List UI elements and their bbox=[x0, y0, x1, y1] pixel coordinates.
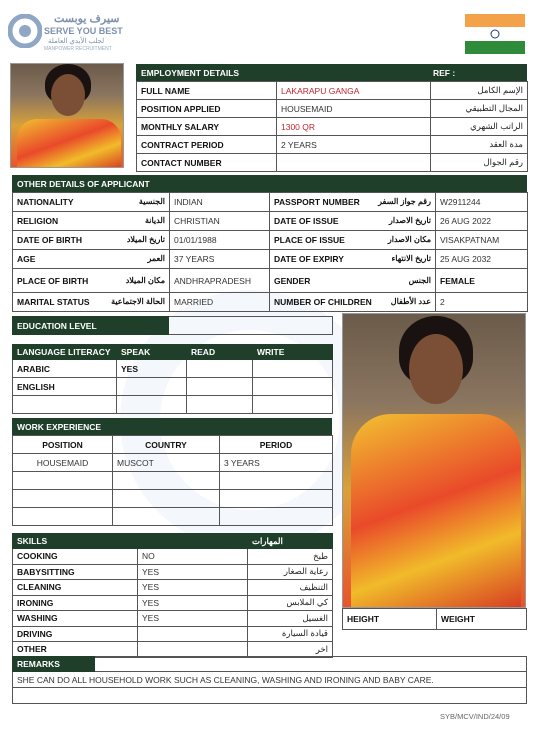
other-details-row bbox=[13, 212, 528, 231]
other-value2: FEMALE bbox=[436, 269, 528, 293]
employment-value: LAKARAPU GANGA bbox=[277, 82, 431, 100]
employment-label-ar: مدة العقد bbox=[431, 136, 528, 154]
remarks-header: REMARKS bbox=[13, 657, 95, 672]
remarks-empty-row bbox=[13, 688, 527, 704]
skill-label-ar: التنظيف bbox=[248, 580, 333, 596]
other-details-row bbox=[13, 293, 528, 312]
employment-label-ar: الإسم الكامل bbox=[431, 82, 528, 100]
skill-label: DRIVING bbox=[13, 626, 138, 642]
india-flag bbox=[465, 14, 525, 54]
language-cell bbox=[13, 396, 117, 414]
language-cell bbox=[253, 378, 333, 396]
work-row bbox=[13, 490, 333, 508]
skill-value bbox=[138, 642, 248, 658]
other-label2-cell bbox=[270, 250, 436, 269]
other-label2: NUMBER OF CHILDREN bbox=[274, 297, 372, 307]
weight-label: WEIGHT bbox=[437, 609, 527, 630]
employment-value: 1300 QR bbox=[277, 118, 431, 136]
other-value2: 25 AUG 2032 bbox=[436, 250, 528, 269]
other-label-cell bbox=[13, 212, 170, 231]
other-label2-ar: عدد الأطفال bbox=[390, 297, 431, 306]
employment-header-label: EMPLOYMENT DETAILS bbox=[141, 67, 240, 78]
remarks-header-spacer bbox=[95, 657, 527, 672]
work-header bbox=[12, 418, 332, 435]
skill-label: COOKING bbox=[13, 549, 138, 565]
language-cell bbox=[117, 378, 187, 396]
work-cell: 3 YEARS bbox=[220, 454, 333, 472]
other-label-cell bbox=[13, 193, 170, 212]
language-row bbox=[13, 360, 333, 378]
height-label: HEIGHT bbox=[343, 609, 437, 630]
work-row bbox=[13, 472, 333, 490]
other-details-header bbox=[12, 175, 527, 192]
other-details-label: OTHER DETAILS OF APPLICANT bbox=[17, 178, 150, 189]
other-label2: DATE OF ISSUE bbox=[274, 216, 339, 226]
remarks-text: SHE CAN DO ALL HOUSEHOLD WORK SUCH AS CLEANING, WASHING AND IRONING AND BABY CARE. bbox=[13, 672, 527, 688]
language-header: WRITE bbox=[253, 345, 333, 360]
other-label2-ar: رقم جواز السفر bbox=[378, 197, 431, 206]
language-row bbox=[13, 396, 333, 414]
education-value bbox=[169, 317, 333, 335]
work-header-label: WORK EXPERIENCE bbox=[17, 421, 102, 432]
other-value: MARRIED bbox=[170, 293, 270, 312]
skill-label-ar: قيادة السيارة bbox=[248, 626, 333, 642]
applicant-photo-large bbox=[342, 313, 526, 608]
skills-header-spacer bbox=[138, 534, 248, 549]
employment-label-ar: المجال التطبيقي bbox=[431, 100, 528, 118]
skill-row bbox=[13, 564, 333, 580]
other-label2-cell bbox=[270, 231, 436, 250]
other-label2: PLACE OF ISSUE bbox=[274, 235, 345, 245]
work-row bbox=[13, 454, 333, 472]
other-label: PLACE OF BIRTH bbox=[17, 275, 89, 286]
other-label-ar: العمر bbox=[147, 254, 165, 263]
skills-table bbox=[12, 533, 333, 658]
other-details-row bbox=[13, 231, 528, 250]
skill-value: NO bbox=[138, 549, 248, 565]
other-label2-ar: الجنس bbox=[408, 275, 431, 285]
other-label-ar: تاريخ الميلاد bbox=[126, 235, 165, 244]
logo-tagline-ar: لجلب الأيدي العاملة bbox=[48, 38, 105, 45]
other-label: DATE OF BIRTH bbox=[17, 235, 83, 245]
other-label2-ar: مكان الاصدار bbox=[387, 235, 431, 244]
skill-row bbox=[13, 642, 333, 658]
employment-label: MONTHLY SALARY bbox=[137, 118, 277, 136]
other-value2: 26 AUG 2022 bbox=[436, 212, 528, 231]
applicant-photo-small bbox=[10, 63, 124, 168]
measurements-table bbox=[342, 608, 527, 630]
skill-label: OTHER bbox=[13, 642, 138, 658]
skill-label-ar: كي الملابس bbox=[248, 595, 333, 611]
skill-row bbox=[13, 611, 333, 627]
language-cell bbox=[253, 360, 333, 378]
work-cell bbox=[220, 472, 333, 490]
other-label-ar: الحالة الاجتماعية bbox=[111, 297, 165, 306]
other-label2-cell bbox=[270, 293, 436, 312]
other-value: CHRISTIAN bbox=[170, 212, 270, 231]
employment-row bbox=[137, 82, 528, 100]
skill-row bbox=[13, 580, 333, 596]
other-value: ANDHRAPRADESH bbox=[170, 269, 270, 293]
work-cell bbox=[113, 472, 220, 490]
logo-arabic: سيرف يوبست bbox=[54, 13, 120, 25]
skill-row bbox=[13, 626, 333, 642]
remarks-table bbox=[12, 656, 527, 704]
skill-label-ar: الغسيل bbox=[248, 611, 333, 627]
skill-row bbox=[13, 595, 333, 611]
employment-label: POSITION APPLIED bbox=[137, 100, 277, 118]
other-label: AGE bbox=[17, 254, 36, 264]
ref-header bbox=[428, 64, 527, 81]
skill-label-ar: طبخ bbox=[248, 549, 333, 565]
skill-label-ar: اخر bbox=[248, 642, 333, 658]
language-table bbox=[12, 344, 333, 414]
logo-tagline: MANPOWER RECRUITMENT bbox=[44, 46, 112, 52]
other-label2-cell bbox=[270, 269, 436, 293]
ashoka-chakra-icon bbox=[490, 29, 500, 39]
language-header: READ bbox=[187, 345, 253, 360]
work-cell bbox=[113, 490, 220, 508]
skill-row bbox=[13, 549, 333, 565]
skill-value: YES bbox=[138, 595, 248, 611]
work-cell bbox=[220, 508, 333, 526]
skill-label: CLEANING bbox=[13, 580, 138, 596]
work-cell bbox=[113, 508, 220, 526]
employment-value: 2 YEARS bbox=[277, 136, 431, 154]
other-value2: VISAKPATNAM bbox=[436, 231, 528, 250]
language-cell: ENGLISH bbox=[13, 378, 117, 396]
other-label-ar: مكان الميلاد bbox=[125, 275, 165, 285]
work-cell bbox=[13, 490, 113, 508]
skills-header: SKILLS bbox=[13, 534, 138, 549]
other-details-row bbox=[13, 193, 528, 212]
employment-row bbox=[137, 118, 528, 136]
other-label2-ar: تاريخ الاصدار bbox=[388, 216, 431, 225]
skill-label: BABYSITTING bbox=[13, 564, 138, 580]
other-details-row bbox=[13, 250, 528, 269]
language-cell: YES bbox=[117, 360, 187, 378]
other-label2: DATE OF EXPIRY bbox=[274, 254, 344, 264]
other-label: RELIGION bbox=[17, 216, 59, 226]
skill-label: IRONING bbox=[13, 595, 138, 611]
logo-name: SERVE YOU BEST bbox=[44, 26, 123, 36]
other-details-row bbox=[13, 269, 528, 293]
work-row bbox=[13, 508, 333, 526]
logo-mark-icon bbox=[8, 14, 42, 48]
work-cell bbox=[220, 490, 333, 508]
skills-header-ar: المهارات bbox=[248, 534, 333, 549]
language-cell bbox=[187, 396, 253, 414]
skill-value: YES bbox=[138, 611, 248, 627]
employment-label: CONTRACT PERIOD bbox=[137, 136, 277, 154]
language-cell bbox=[187, 360, 253, 378]
employment-label-ar: رقم الجوال bbox=[431, 154, 528, 172]
other-label: NATIONALITY bbox=[17, 197, 74, 207]
language-row bbox=[13, 378, 333, 396]
other-label2: GENDER bbox=[274, 275, 311, 286]
other-details-table bbox=[12, 192, 528, 312]
work-cell: HOUSEMAID bbox=[13, 454, 113, 472]
other-label-ar: الديانة bbox=[144, 216, 165, 225]
other-value: 37 YEARS bbox=[170, 250, 270, 269]
work-column-header: COUNTRY bbox=[113, 436, 220, 454]
other-value: INDIAN bbox=[170, 193, 270, 212]
language-cell bbox=[117, 396, 187, 414]
employment-label-ar: الراتب الشهري bbox=[431, 118, 528, 136]
other-label-cell bbox=[13, 231, 170, 250]
employment-row bbox=[137, 100, 528, 118]
skill-value: YES bbox=[138, 580, 248, 596]
skill-value bbox=[138, 626, 248, 642]
employment-label: CONTACT NUMBER bbox=[137, 154, 277, 172]
skill-label-ar: رعاية الصغار bbox=[248, 564, 333, 580]
other-label-cell bbox=[13, 269, 170, 293]
language-cell bbox=[253, 396, 333, 414]
employment-label: FULL NAME bbox=[137, 82, 277, 100]
other-value: 01/01/1988 bbox=[170, 231, 270, 250]
education-table bbox=[12, 316, 333, 335]
language-header: LANGUAGE LITERACY bbox=[13, 345, 117, 360]
other-label-cell bbox=[13, 250, 170, 269]
other-value2: 2 bbox=[436, 293, 528, 312]
language-header: SPEAK bbox=[117, 345, 187, 360]
ref-label: REF : bbox=[433, 67, 456, 78]
skill-label: WASHING bbox=[13, 611, 138, 627]
other-label2-cell bbox=[270, 193, 436, 212]
language-cell: ARABIC bbox=[13, 360, 117, 378]
employment-table bbox=[136, 81, 528, 172]
skill-value: YES bbox=[138, 564, 248, 580]
work-column-header: POSITION bbox=[13, 436, 113, 454]
other-label: MARITAL STATUS bbox=[17, 297, 90, 307]
language-cell bbox=[187, 378, 253, 396]
other-label2: PASSPORT NUMBER bbox=[274, 197, 360, 207]
company-logo bbox=[8, 12, 128, 54]
work-cell: MUSCOT bbox=[113, 454, 220, 472]
work-table bbox=[12, 435, 333, 526]
other-value2: W2911244 bbox=[436, 193, 528, 212]
education-header: EDUCATION LEVEL bbox=[13, 317, 169, 335]
other-label2-cell bbox=[270, 212, 436, 231]
work-column-header: PERIOD bbox=[220, 436, 333, 454]
work-cell bbox=[13, 508, 113, 526]
employment-value bbox=[277, 154, 431, 172]
work-cell bbox=[13, 472, 113, 490]
other-label-cell bbox=[13, 293, 170, 312]
employment-header bbox=[136, 64, 428, 81]
footer-code: SYB/MCV/IND/24/09 bbox=[440, 712, 510, 721]
employment-row bbox=[137, 154, 528, 172]
employment-value: HOUSEMAID bbox=[277, 100, 431, 118]
employment-row bbox=[137, 136, 528, 154]
other-label-ar: الجنسية bbox=[138, 197, 165, 206]
other-label2-ar: تاريخ الانتهاء bbox=[391, 254, 431, 263]
